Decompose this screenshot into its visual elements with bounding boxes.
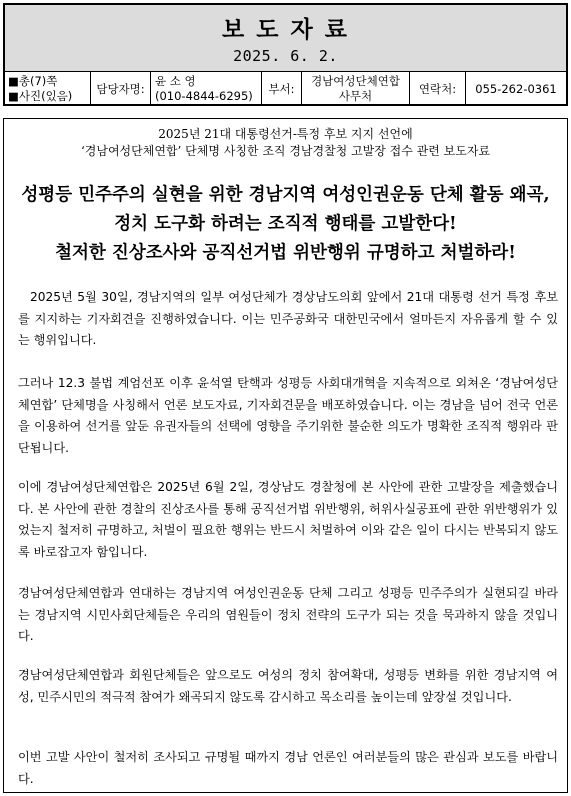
page-count: ■총(7)쪽 [8,74,58,88]
subtitle-line-2: ‘경남여성단체연합’ 단체명 사칭한 조직 경남경찰청 고발장 접수 관련 보도자료 [80,144,491,158]
staff-name: 윤 소 영 [155,74,196,88]
page-count-cell [5,72,91,106]
paragraph-4: 경남여성단체연합과 연대하는 경남지역 여성인권운동 단체 그리고 성평등 민주주의가 실현되길 바라는 경남지역 시민사회단체들은 우리의 염원들이 정치 전략의 도구가 되는 것을 묵과하지 않을 것입니다. [18,586,558,643]
press-release-header [3,3,568,106]
press-release-page [3,3,568,793]
dept-label: 부서: [268,82,295,96]
staff-cell [151,72,262,106]
contact-label: 연락처: [418,82,457,96]
subtitle-line-1: 2025년 21대 대통령선거-특정 후보 지지 선언에 [158,127,413,141]
staff-phone: (010-4844-6295) [155,89,253,103]
paragraph-6: 이번 고발 사안이 철저히 조사되고 규명될 때까지 경남 언론인 여러분들의 많은 관심과 보도를 바랍니다. [18,750,558,786]
contact-label-cell [410,72,466,106]
headline-line-3: 철저한 진상조사와 공직선거법 위반행위 규명하고 처벌하라! [55,243,516,263]
dept-cell [302,72,410,106]
press-release-body [3,118,568,793]
paragraph-5: 경남여성단체연합과 회원단체들은 앞으로도 여성의 정치 참여확대, 성평등 변화를 위한 경남지역 여성, 민주시민의 적극적 참여가 왜곡되지 않도록 감시하고 목소리를 높이는데 앞장설 것입니다. [18,668,558,704]
staff-label: 담당자명: [96,82,145,96]
paragraph-1: 2025년 5월 30일, 경남지역의 일부 여성단체가 경상남도의회 앞에서 21대 대통령 선거 특정 후보를 지지하는 기자회견을 진행하였습니다. 이는 민주공화국 대한민국에서 얼마든지 자유롭게 할 수 있는 행위입니다. [18,290,558,347]
contact-number: 055-262-0361 [475,82,557,96]
photo-status: ■사진(있음) [8,89,73,103]
title-band [5,5,566,72]
document-title: 보 도 자 료 [222,17,349,43]
dept-office: 사무처 [338,89,373,103]
dept-label-cell [262,72,302,106]
dept-name: 경남여성단체연합 [311,74,400,88]
release-date: 2025. 6. 2. [233,47,338,65]
headline-line-2: 정치 도구화 하려는 조직적 행태를 고발한다! [114,214,457,234]
headline-line-1: 성평등 민주주의 실현을 위한 경남지역 여성인권운동 단체 활동 왜곡, [21,185,550,205]
paragraph-2: 그러나 12.3 불법 계엄선포 이후 윤석열 탄핵과 성평등 사회대개혁을 지속적으로 외쳐온 ‘경남여성단체연합’ 단체명을 사칭해서 언론 보도자료, 기자회견문을 배포하였습니다. 이는 경남을 넘어 전국 언론을 이용하여 선거를 앞둔 유권자들의 선택에 영향을 주기위한 불순한 의도가 명확한 조직적 행위라 판단됩니다. [18,376,558,455]
info-row [5,72,566,106]
paragraph-3: 이에 경남여성단체연합은 2025년 6월 2일, 경상남도 경찰청에 본 사안에 관한 고발장을 제출했습니다. 본 사안에 관한 경찰의 진상조사를 통해 공직선거법 위반행위, 허위사실공표에 관한 위반행위가 있었는지 철저히 규명하고, 처벌이 필요한 행위는 반드시 처벌하여 이와 같은 일이 다시는 반복되지 않도록 바로잡고자 함입니다. [18,480,558,559]
contact-cell [466,72,566,106]
staff-label-cell [91,72,151,106]
